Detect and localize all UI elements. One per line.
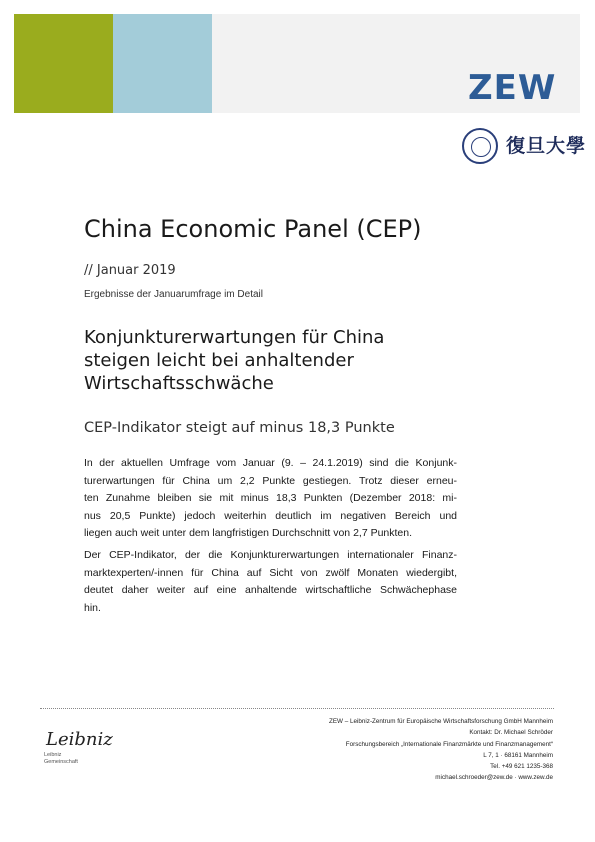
body-text [84, 455, 457, 617]
text-line: liegen auch weit unter dem langfristigen Durchschnitt von 2,7 Punkten. [84, 527, 413, 540]
subheadline: CEP-Indikator steigt auf minus 18,3 Punkte [84, 420, 395, 436]
fudan-logo-text: 復旦大學 [506, 135, 587, 157]
brand-block-blue [113, 14, 212, 113]
headline [84, 326, 504, 395]
zew-logo: ZEW [468, 68, 557, 108]
footer-department: Forschungsbereich „Internationale Finanzmärkte und Finanzmanagement“ [345, 740, 553, 748]
footer-org: ZEW – Leibniz-Zentrum für Europäische Wirtschaftsforschung GmbH Mannheim [329, 718, 553, 725]
headline-line: Wirtschaftsschwäche [84, 373, 274, 394]
footer-contact-person: Kontakt: Dr. Michael Schröder [469, 729, 553, 737]
footer-divider [40, 708, 554, 709]
text-line: In der aktuellen Umfrage vom Januar (9. – 24.1.2019) sind die Konjunk- [84, 457, 457, 469]
footer-phone: Tel. +49 621 1235-368 [490, 763, 553, 771]
document-subtitle: Ergebnisse der Januarumfrage im Detail [84, 289, 263, 300]
leibniz-logo-sub: Leibniz Gemeinschaft [44, 752, 78, 765]
fudan-seal-icon [462, 128, 498, 164]
document-title: China Economic Panel (CEP) [84, 215, 422, 243]
footer-email-web: michael.schroeder@zew.de · www.zew.de [435, 774, 553, 782]
footer-contact [240, 716, 553, 784]
footer-address: L 7, 1 · 68161 Mannheim [483, 751, 553, 759]
headline-line: Konjunkturerwartungen für China [84, 327, 385, 348]
date-line: // Januar 2019 [84, 263, 176, 278]
text-line: hin. [84, 601, 101, 614]
text-line: nus 20,5 Punkte) jedoch weiterhin deutlich im negativen Bereich und [84, 509, 457, 522]
text-line: ten Zunahme bleiben sie mit minus 18,3 Punkten (Dezember 2018: mi- [84, 492, 457, 505]
text-line: marktexperten/-innen für China auf Sicht von zwölf Monaten wiedergibt, [84, 566, 457, 579]
headline-line: steigen leicht bei anhaltender [84, 350, 354, 371]
text-line: deutet daher weiter auf eine anhaltende wirtschaftliche Schwächephase [84, 584, 457, 597]
leibniz-logo-script: Leibniz [46, 729, 113, 750]
text-line: Der CEP-Indikator, der die Konjunkturerwartungen internationaler Finanz- [84, 548, 457, 561]
paragraph-1 [84, 455, 457, 543]
paragraph-2 [84, 547, 457, 617]
brand-block-green [14, 14, 113, 113]
leibniz-logo [40, 729, 113, 774]
text-line: turerwartungen für China um 2,2 Punkte gestiegen. Trotz dieser erneu- [84, 474, 457, 487]
